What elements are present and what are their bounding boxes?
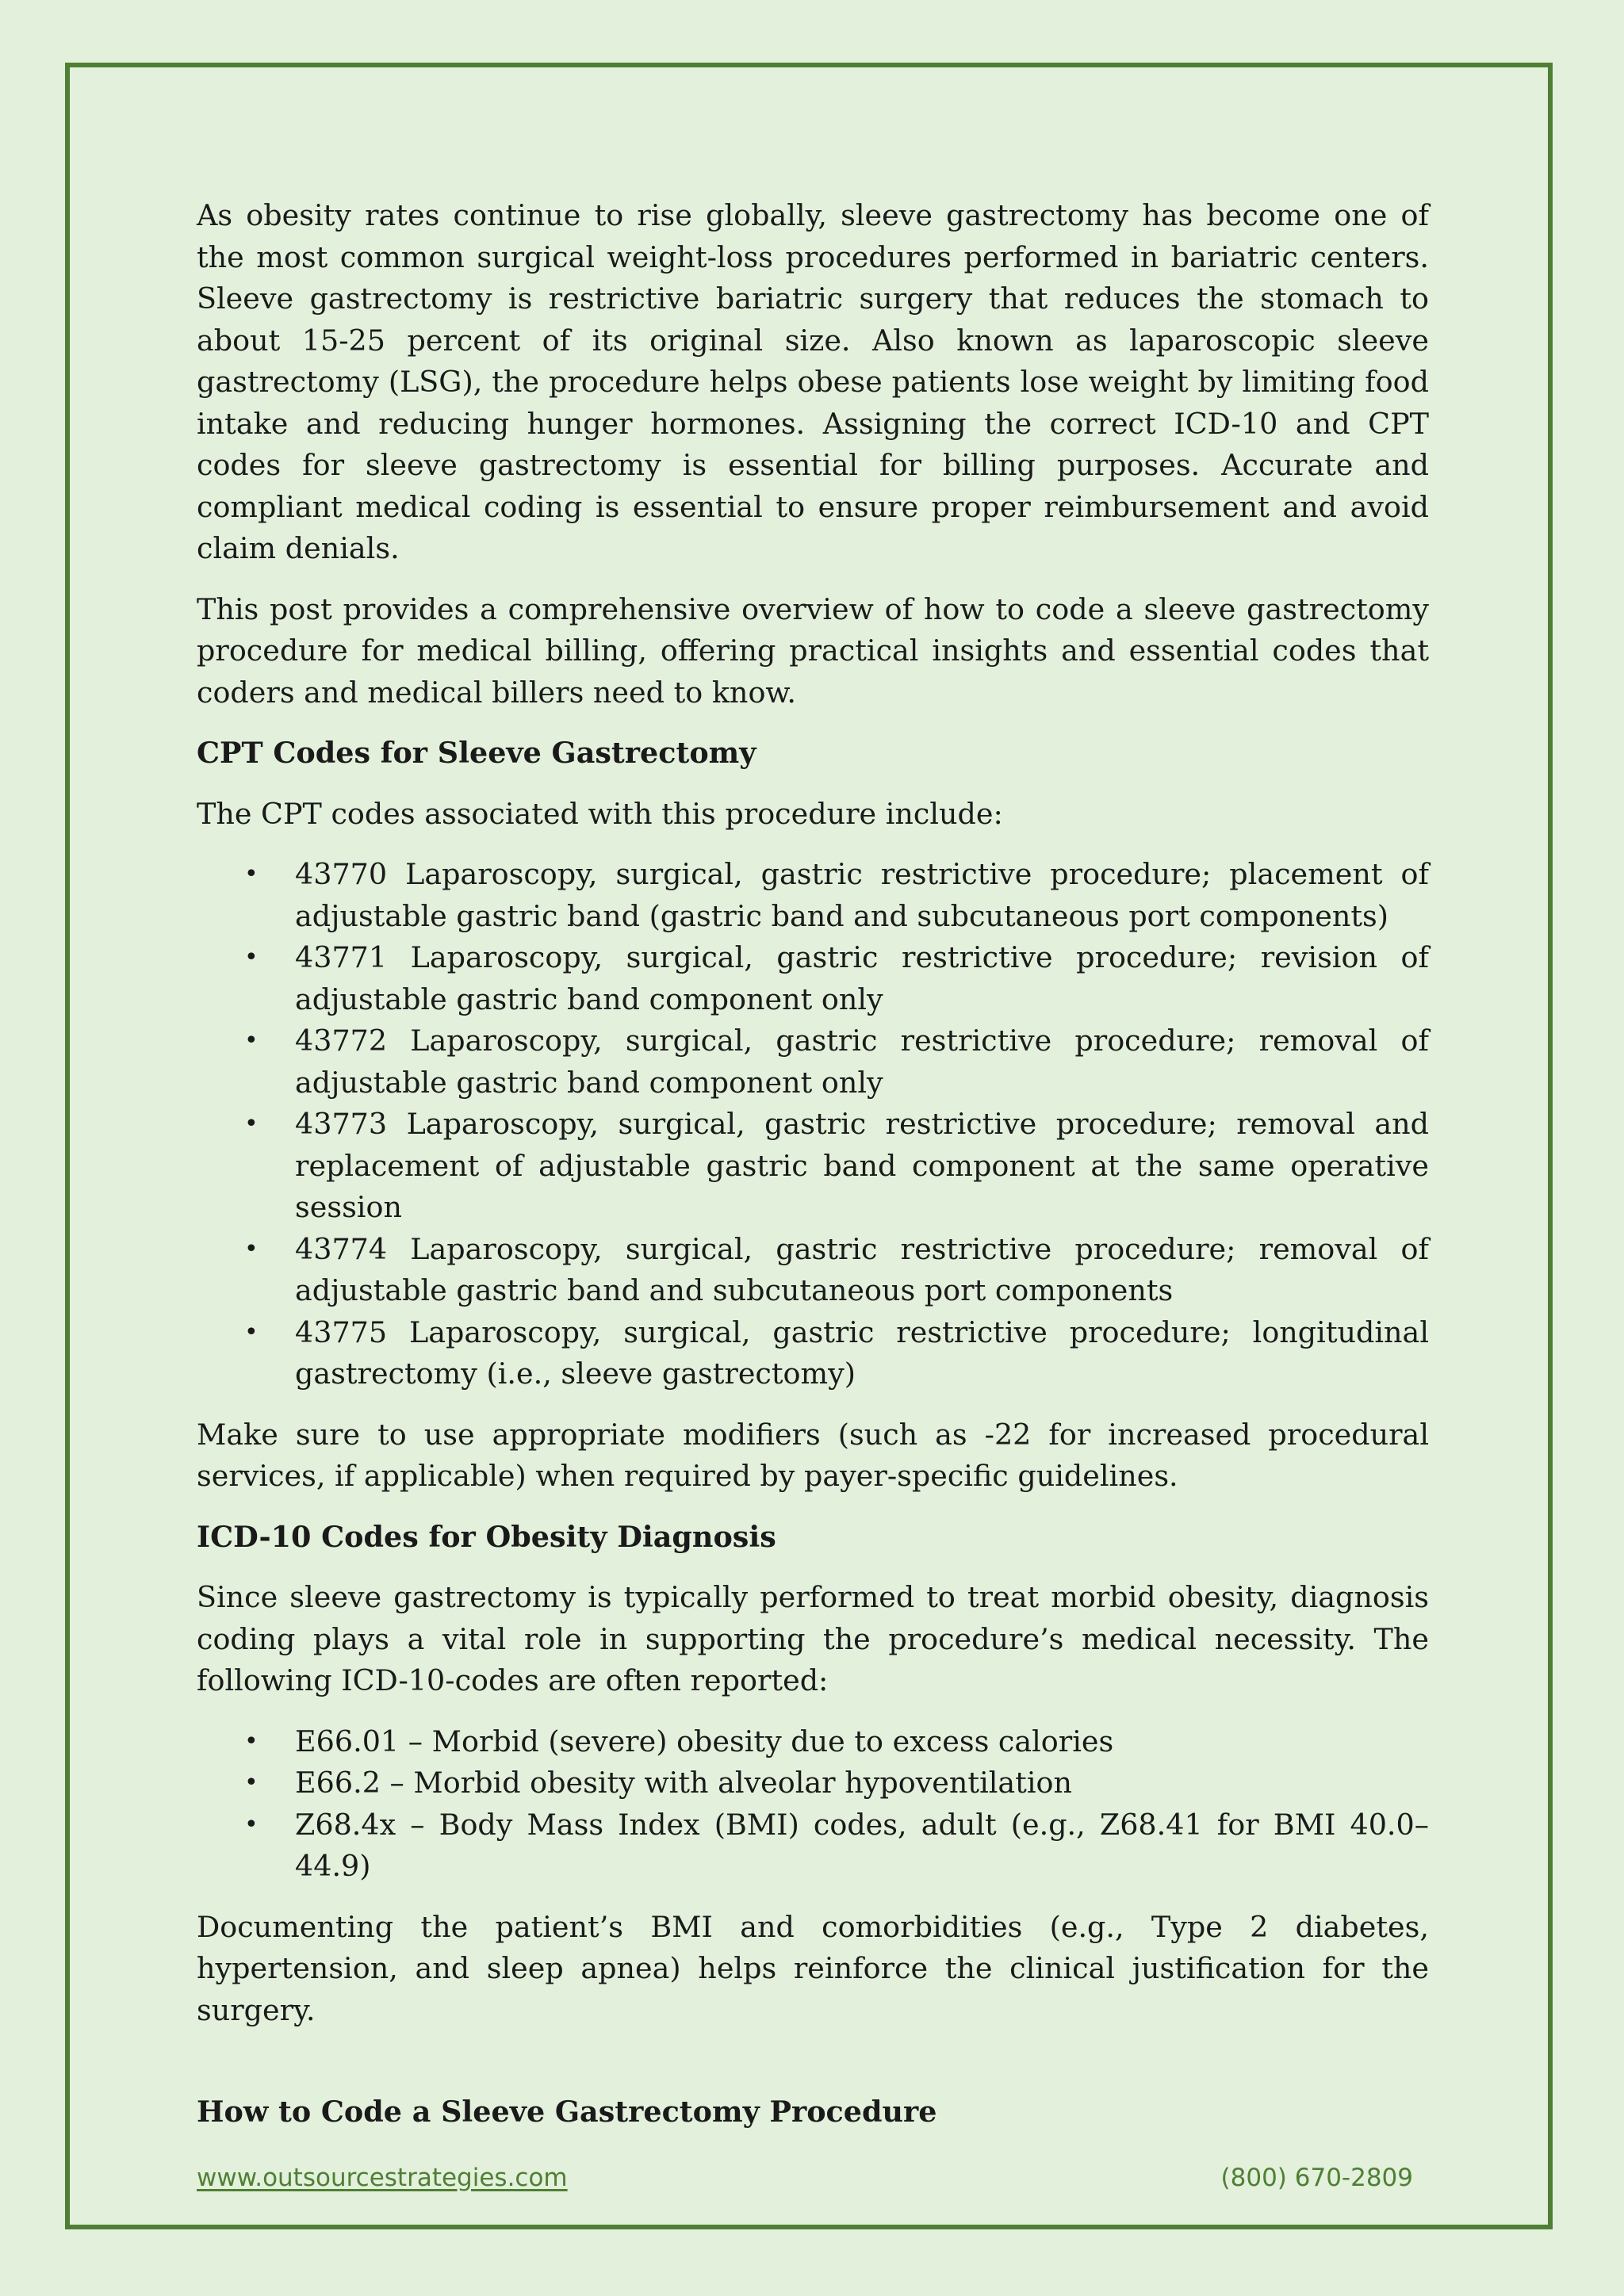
howto-heading: How to Code a Sleeve Gastrectomy Procedure [197,2095,937,2129]
cpt-modifier-note: Make sure to use appropriate modifiers (such as -22 for increased procedural services, if applicable) when required by payer-specific guidelines. [197,1417,1429,1493]
bullet-icon: • [244,1727,259,1755]
footer-phone: (800) 670-2809 [1220,2164,1413,2192]
list-item: • 43771 Laparoscopy, surgical, gastric restrictive procedure; revision of adjustable gastric band component only [197,937,1429,1020]
cpt-heading: CPT Codes for Sleeve Gastrectomy [197,736,756,770]
article-body [197,195,1429,2152]
bullet-icon: • [244,1234,259,1263]
cpt-code-list [197,854,1429,1395]
bullet-icon: • [244,1810,259,1839]
list-item: • 43772 Laparoscopy, surgical, gastric restrictive procedure; removal of adjustable gastric band component only [197,1020,1429,1104]
intro-paragraph-1: As obesity rates continue to rise globally, sleeve gastrectomy has become one of the most common surgical weight-loss procedures performed in bariatric centers. Sleeve gastrectomy is restrictive bariatric surgery that reduces the stomach to about 15-25 percent of its original size. Also known as laparoscopic sleeve gastrectomy (LSG), the procedure helps obese patients lose weight by limiting food intake and reducing hunger hormones. Assigning the correct ICD-10 and CPT codes for sleeve gastrectomy is essential for billing purposes. Accurate and compliant medical coding is essential to ensure proper reimbursement and avoid claim denials. [197,198,1429,565]
list-item: • 43775 Laparoscopy, surgical, gastric restrictive procedure; longitudinal gastrectomy (i.e., sleeve gastrectomy) [197,1312,1429,1395]
bullet-icon: • [244,860,259,888]
cpt-lead: The CPT codes associated with this procedure include: [197,796,1003,831]
section-spacer [197,2050,1429,2091]
icd-lead: Since sleeve gastrectomy is typically performed to treat morbid obesity, diagnosis coding plays a vital role in supporting the procedure’s medical necessity. The following ICD-10-codes are often reported: [197,1580,1429,1697]
list-item: • 43774 Laparoscopy, surgical, gastric restrictive procedure; removal of adjustable gastric band and subcutaneous port components [197,1229,1429,1312]
list-item: • 43770 Laparoscopy, surgical, gastric restrictive procedure; placement of adjustable gastric band (gastric band and subcutaneous port components) [197,854,1429,937]
list-item: • E66.2 – Morbid obesity with alveolar hypoventilation [197,1762,1429,1804]
footer-website-link[interactable]: www.outsourcestrategies.com [197,2164,568,2192]
icd-heading: ICD-10 Codes for Obesity Diagnosis [197,1519,776,1554]
icd-documentation-note: Documenting the patient’s BMI and comorbidities (e.g., Type 2 diabetes, hypertension, and sleep apnea) helps reinforce the clinical justification for the surgery. [197,1909,1429,2027]
list-item: • 43773 Laparoscopy, surgical, gastric restrictive procedure; removal and replacement of adjustable gastric band component at the same operative session [197,1104,1429,1229]
icd-code-list [197,1721,1429,1888]
bullet-icon: • [244,1318,259,1346]
bullet-icon: • [244,943,259,971]
bullet-icon: • [244,1027,259,1054]
bullet-icon: • [244,1769,259,1797]
list-item: • E66.01 – Morbid (severe) obesity due to excess calories [197,1721,1429,1763]
bullet-icon: • [244,1110,259,1138]
list-item: • Z68.4x – Body Mass Index (BMI) codes, adult (e.g., Z68.41 for BMI 40.0–44.9) [197,1804,1429,1888]
intro-paragraph-2: This post provides a comprehensive overview of how to code a sleeve gastrectomy procedure for medical billing, offering practical insights and essential codes that coders and medical billers need to know. [197,591,1429,710]
